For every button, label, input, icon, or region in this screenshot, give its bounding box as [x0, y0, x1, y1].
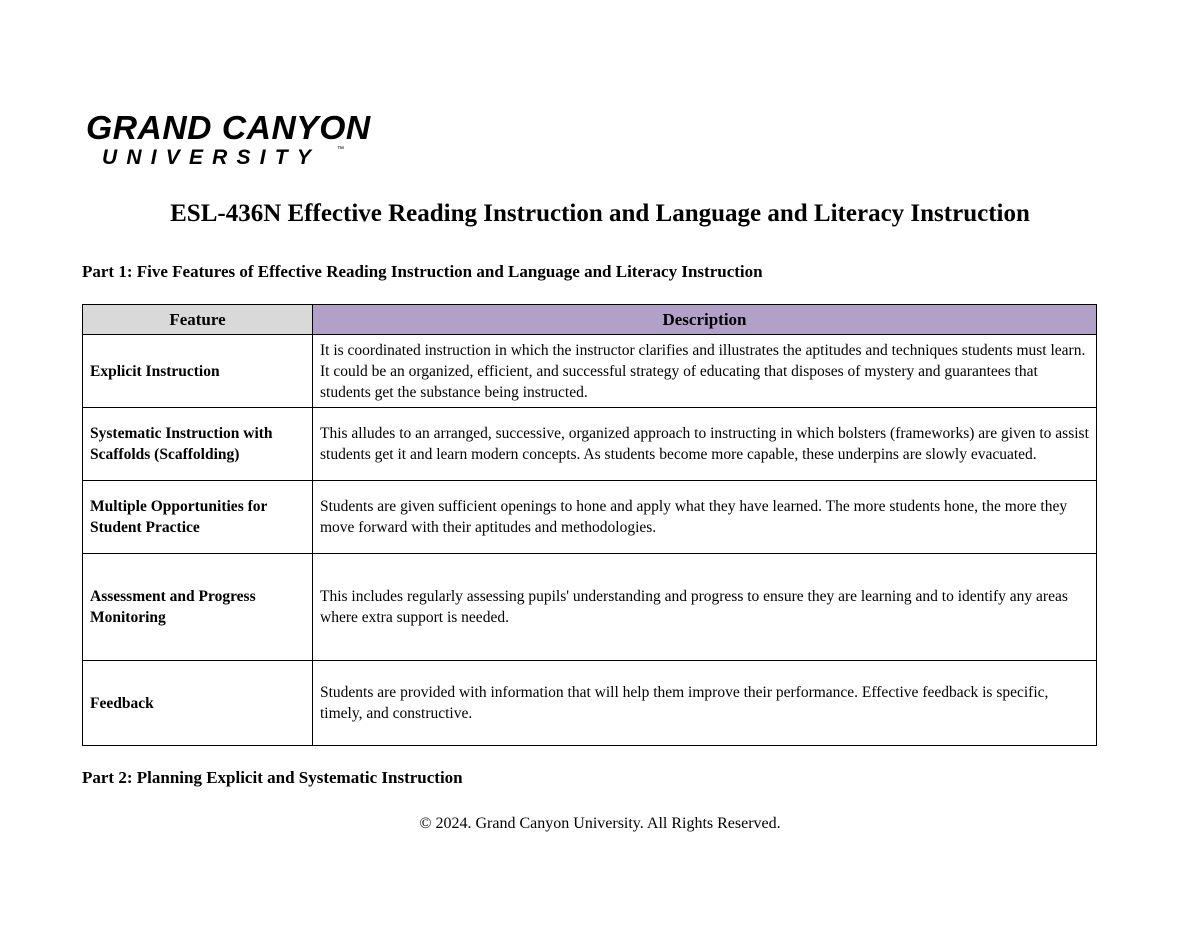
table-row [83, 481, 1097, 554]
logo-wordmark-university: UNIVERSITY [102, 146, 321, 169]
description-cell: Students are provided with information that will help them improve their performance. Effective feedback is specific, timely, and constructive. [313, 661, 1097, 746]
description-cell: Students are given sufficient openings to hone and apply what they have learned. The more students hone, the more they move forward with their aptitudes and methodologies. [313, 481, 1097, 554]
feature-cell: Feedback [83, 661, 313, 746]
description-cell: It is coordinated instruction in which the instructor clarifies and illustrates the aptitudes and techniques students must learn. It could be an organized, efficient, and successful strategy of educating that disposes of mystery and guarantees that students get the substance being instructed. [313, 335, 1097, 408]
document-title: ESL-436N Effective Reading Instruction and Language and Literacy Instruction [170, 200, 1030, 227]
table-header-row [83, 305, 1097, 335]
description-cell: This alludes to an arranged, successive, organized approach to instructing in which bolsters (frameworks) are given to assist students get it and learn modern concepts. As students become more capable, these underpins are slowly evacuated. [313, 408, 1097, 481]
feature-cell: Explicit Instruction [83, 335, 313, 408]
table-row [83, 661, 1097, 746]
description-cell: This includes regularly assessing pupils' understanding and progress to ensure they are learning and to identify any areas where extra support is needed. [313, 554, 1097, 661]
feature-column-header: Feature [83, 305, 313, 335]
feature-cell: Multiple Opportunities for Student Practice [83, 481, 313, 554]
part1-heading: Part 1: Five Features of Effective Reading Instruction and Language and Literacy Instruction [82, 262, 763, 281]
copyright-footer: © 2024. Grand Canyon University. All Rights Reserved. [419, 815, 781, 832]
table-row [83, 408, 1097, 481]
feature-cell: Assessment and Progress Monitoring [83, 554, 313, 661]
part2-heading: Part 2: Planning Explicit and Systematic Instruction [82, 768, 463, 787]
features-table [82, 304, 1097, 746]
logo-wordmark-grand-canyon: GRAND CANYON [86, 109, 371, 146]
description-column-header: Description [313, 305, 1097, 335]
table-row [83, 335, 1097, 408]
table-row [83, 554, 1097, 661]
feature-cell: Systematic Instruction with Scaffolds (Scaffolding) [83, 408, 313, 481]
university-logo [86, 109, 371, 172]
logo-trademark: ™ [337, 146, 344, 153]
